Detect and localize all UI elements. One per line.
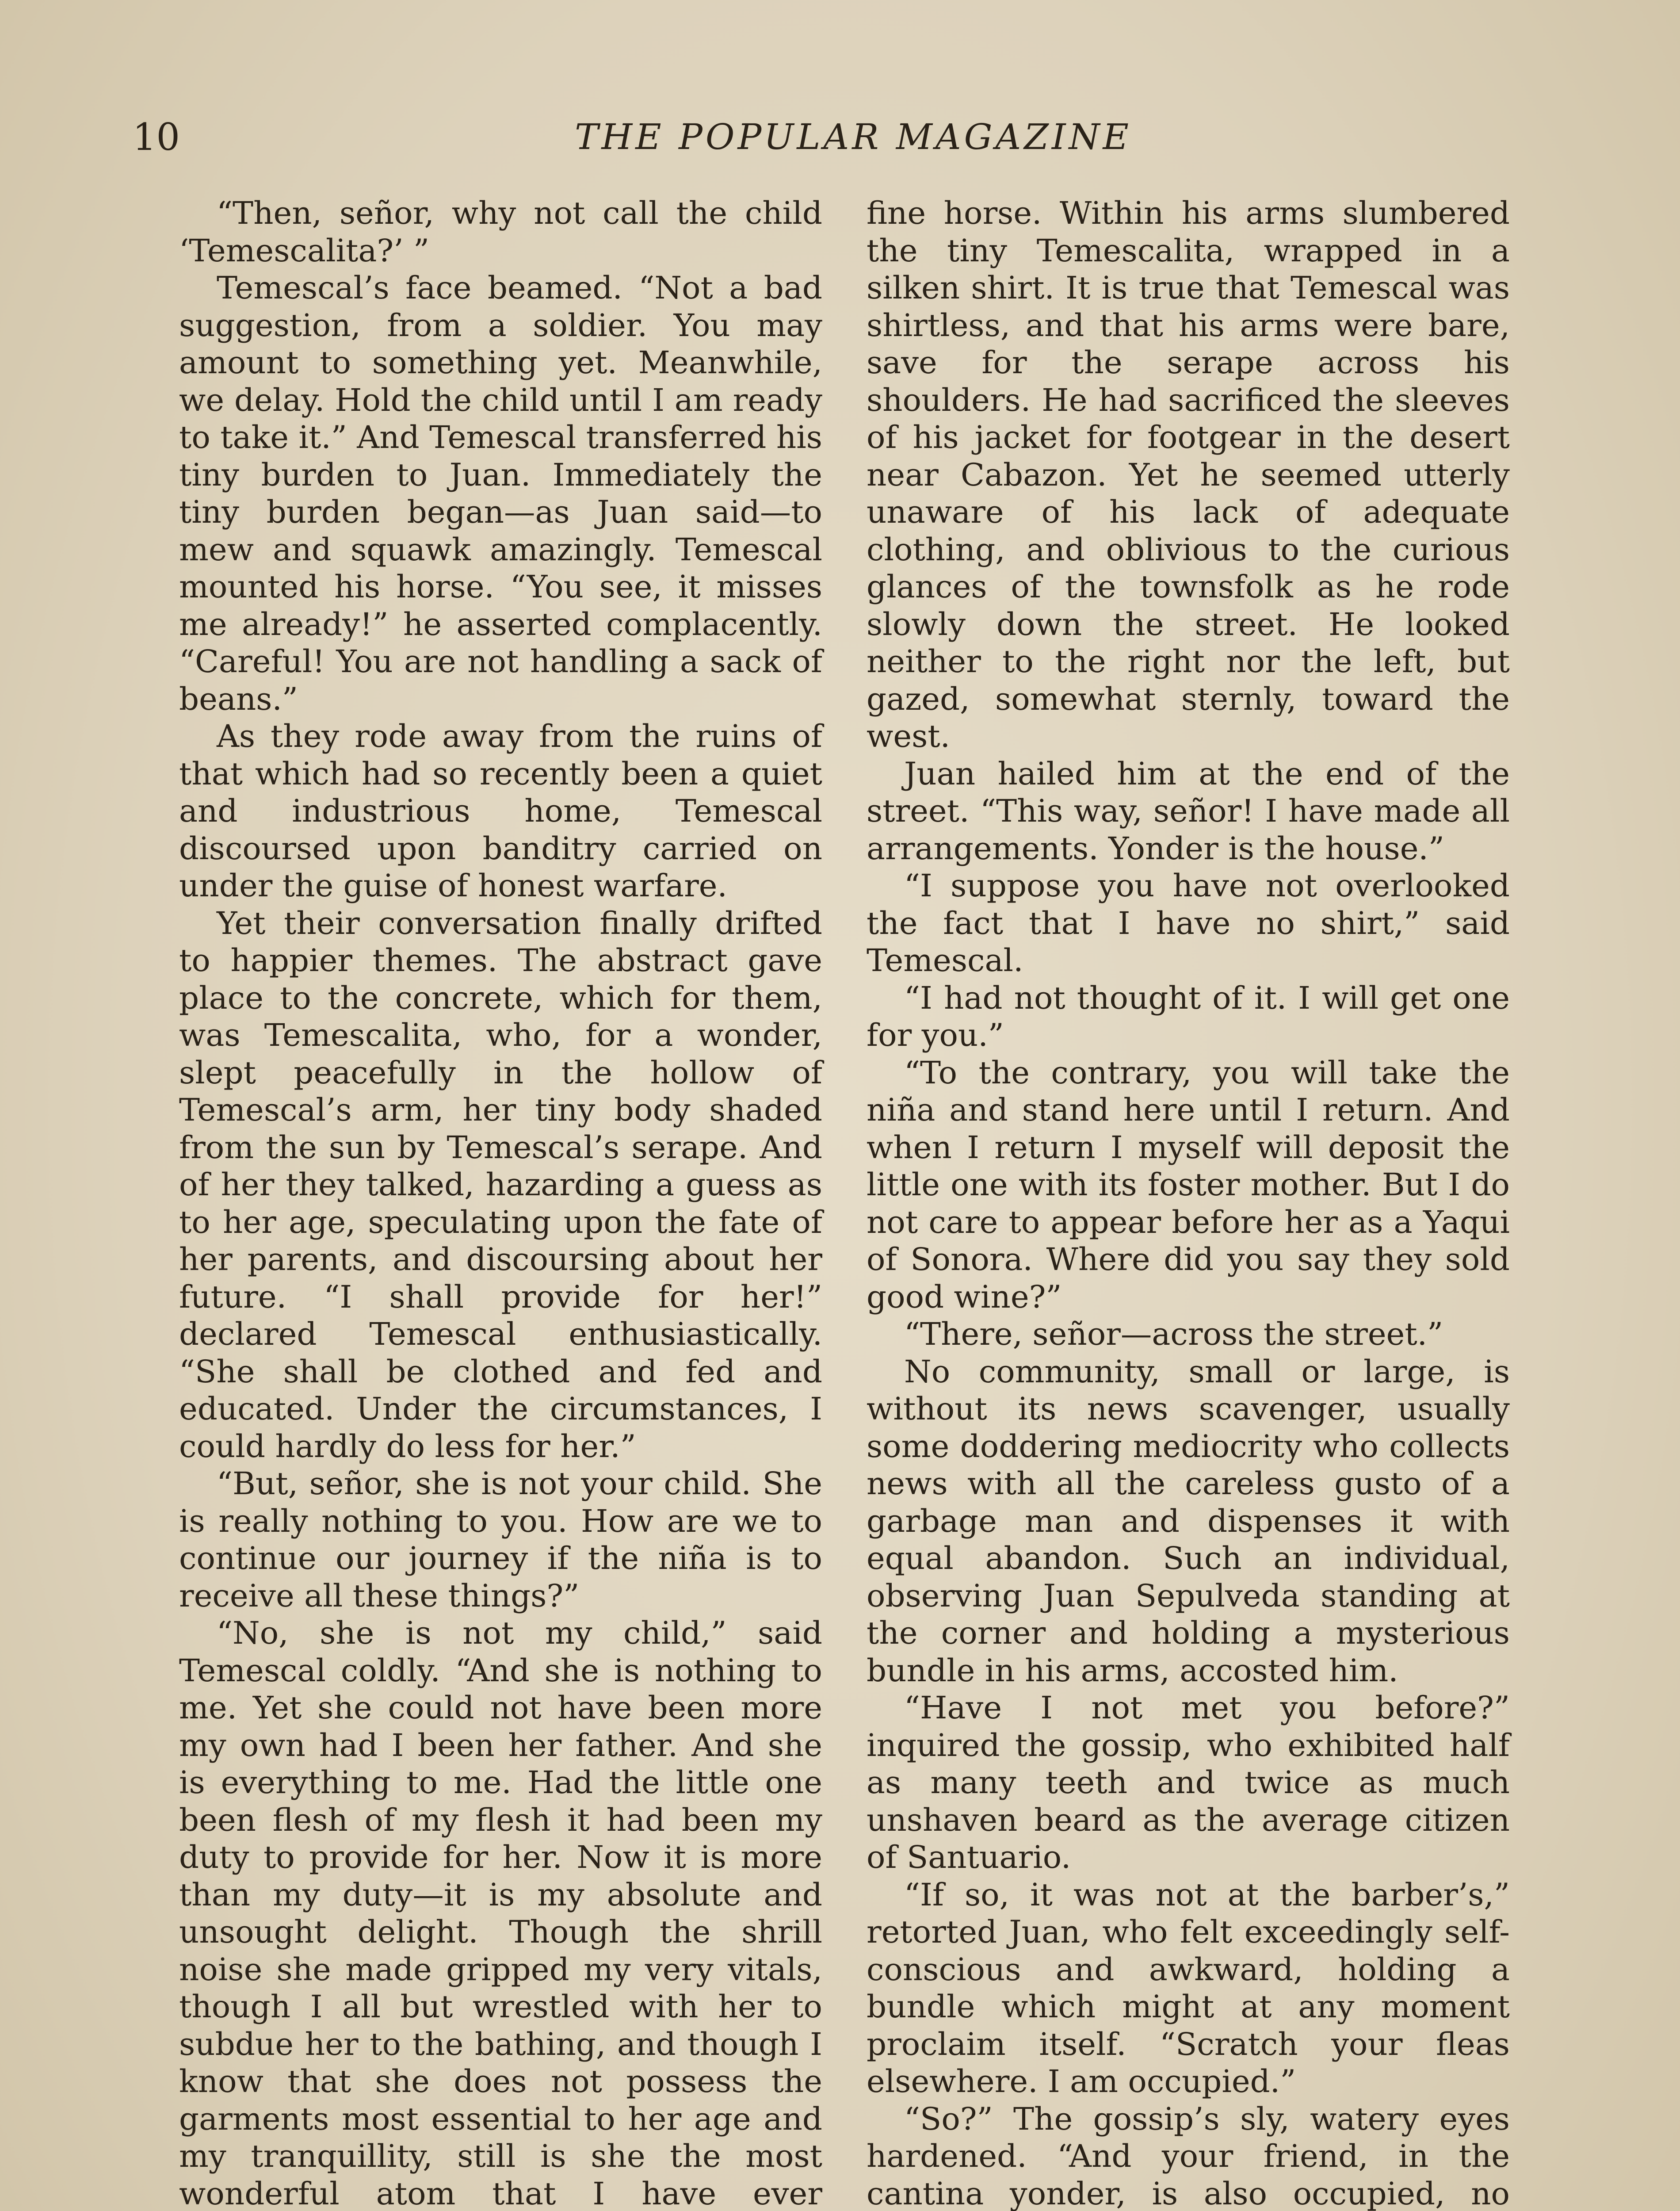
paragraph: “But, señor, she is not your child. She is really nothing to you. How are we to continue our journey if the niña is to receive all these things?”	[179, 1465, 822, 1614]
paragraph: fine horse. Within his arms slumbered the tiny Temescalita, wrapped in a silken shirt. It is true that Temescal was shirtless, and that his arms were bare, save for the serape across his shoulders. He had sacrificed the sleeves of his jacket for footgear in the desert near Cabazon. Yet he seemed utterly unaware of his lack of adequate clothing, and oblivious to the curious glances of the townsfolk as he rode slowly down the street. He looked neither to the right nor the left, but gazed, somewhat sternly, toward the west.	[867, 195, 1510, 754]
paragraph: “To the contrary, you will take the niña and stand here until I return. And when I return I myself will deposit the little one with its foster mother. But I do not care to appear before her as a Yaqui of Sonora. Where did you say they sold good wine?”	[867, 1054, 1510, 1315]
paragraph: Juan hailed him at the end of the street. “This way, señor! I have made all arrangements. Yonder is the house.”	[867, 755, 1510, 867]
paragraph: “Then, señor, why not call the child ‘Temescalita?’ ”	[179, 195, 822, 269]
paragraph: Yet their conversation finally drifted to happier themes. The abstract gave place to the concrete, which for them, was Temescalita, who, for a wonder, slept peacefully in the hollow of Temescal’s arm, her tiny body shaded from the sun by Temescal’s serape. And of her they talked, hazarding a guess as to her age, speculating upon the fate of her parents, and discoursing about her future. “I shall provide for her!” declared Temescal enthusiastically. “She shall be clothed and fed and educated. Under the circumstances, I could hardly do less for her.”	[179, 905, 822, 1465]
paragraph: “I suppose you have not overlooked the fact that I have no shirt,” said Temescal.	[867, 868, 1510, 979]
paragraph: Temescal’s face beamed. “Not a bad suggestion, from a soldier. You may amount to something yet. Meanwhile, we delay. Hold the child until I am ready to take it.” And Temescal transferred his tiny burden to Juan. Immediately the tiny burden began—as Juan said—to mew and squawk amazingly. Temescal mounted his horse. “You see, it misses me already!” he asserted complacently. “Careful! You are not handling a sack of beans.”	[179, 270, 822, 717]
paragraph: As they rode away from the ruins of that which had so recently been a quiet and industrious home, Temescal discoursed upon banditry carried on under the guise of honest warfare.	[179, 718, 822, 904]
paragraph: “So?” The gossip’s sly, watery eyes hardened. “And your friend, in the cantina yonder, is also occupied, no	[867, 2100, 1510, 2211]
right-column	[867, 195, 1510, 2211]
left-column	[179, 195, 822, 2211]
paragraph: “No, she is not my child,” said Temescal coldly. “And she is nothing to me. Yet she could not have been more my own had I been her father. And she is everything to me. Had the little one been flesh of my flesh it had been my duty to provide for her. Now it is more than my duty—it is my absolute and unsought delight. Though the shrill noise she made gripped my very vitals, though I all but wrestled with her to subdue her to the bathing, and though I know that she does not possess the garments most essential to her age and my tranquillity, still is she the most wonderful atom that I have ever	[179, 1615, 822, 2211]
paragraph: “There, señor—across the street.”	[904, 1316, 1443, 1352]
paragraph: “Have I not met you before?” inquired the gossip, who exhibited half as many teeth and twice as much unshaven beard as the average citizen of Santuario.	[867, 1690, 1510, 1875]
paragraph: “If so, it was not at the barber’s,” retorted Juan, who felt exceedingly self-conscious and awkward, holding a bundle which might at any moment proclaim itself. “Scratch your fleas elsewhere. I am occupied.”	[867, 1876, 1510, 2100]
page-header	[133, 113, 1574, 161]
paragraph: “I had not thought of it. I will get one for you.”	[867, 979, 1510, 1053]
page-number: 10	[133, 115, 180, 159]
running-title: THE POPULAR MAGAZINE	[575, 116, 1132, 157]
paragraph: No community, small or large, is without its news scavenger, usually some doddering mediocrity who collects news with all the careless gusto of a garbage man and dispenses it with equal abandon. Such an individual, observing Juan Sepulveda standing at the corner and holding a mysterious bundle in his arms, accosted him.	[867, 1353, 1510, 1689]
